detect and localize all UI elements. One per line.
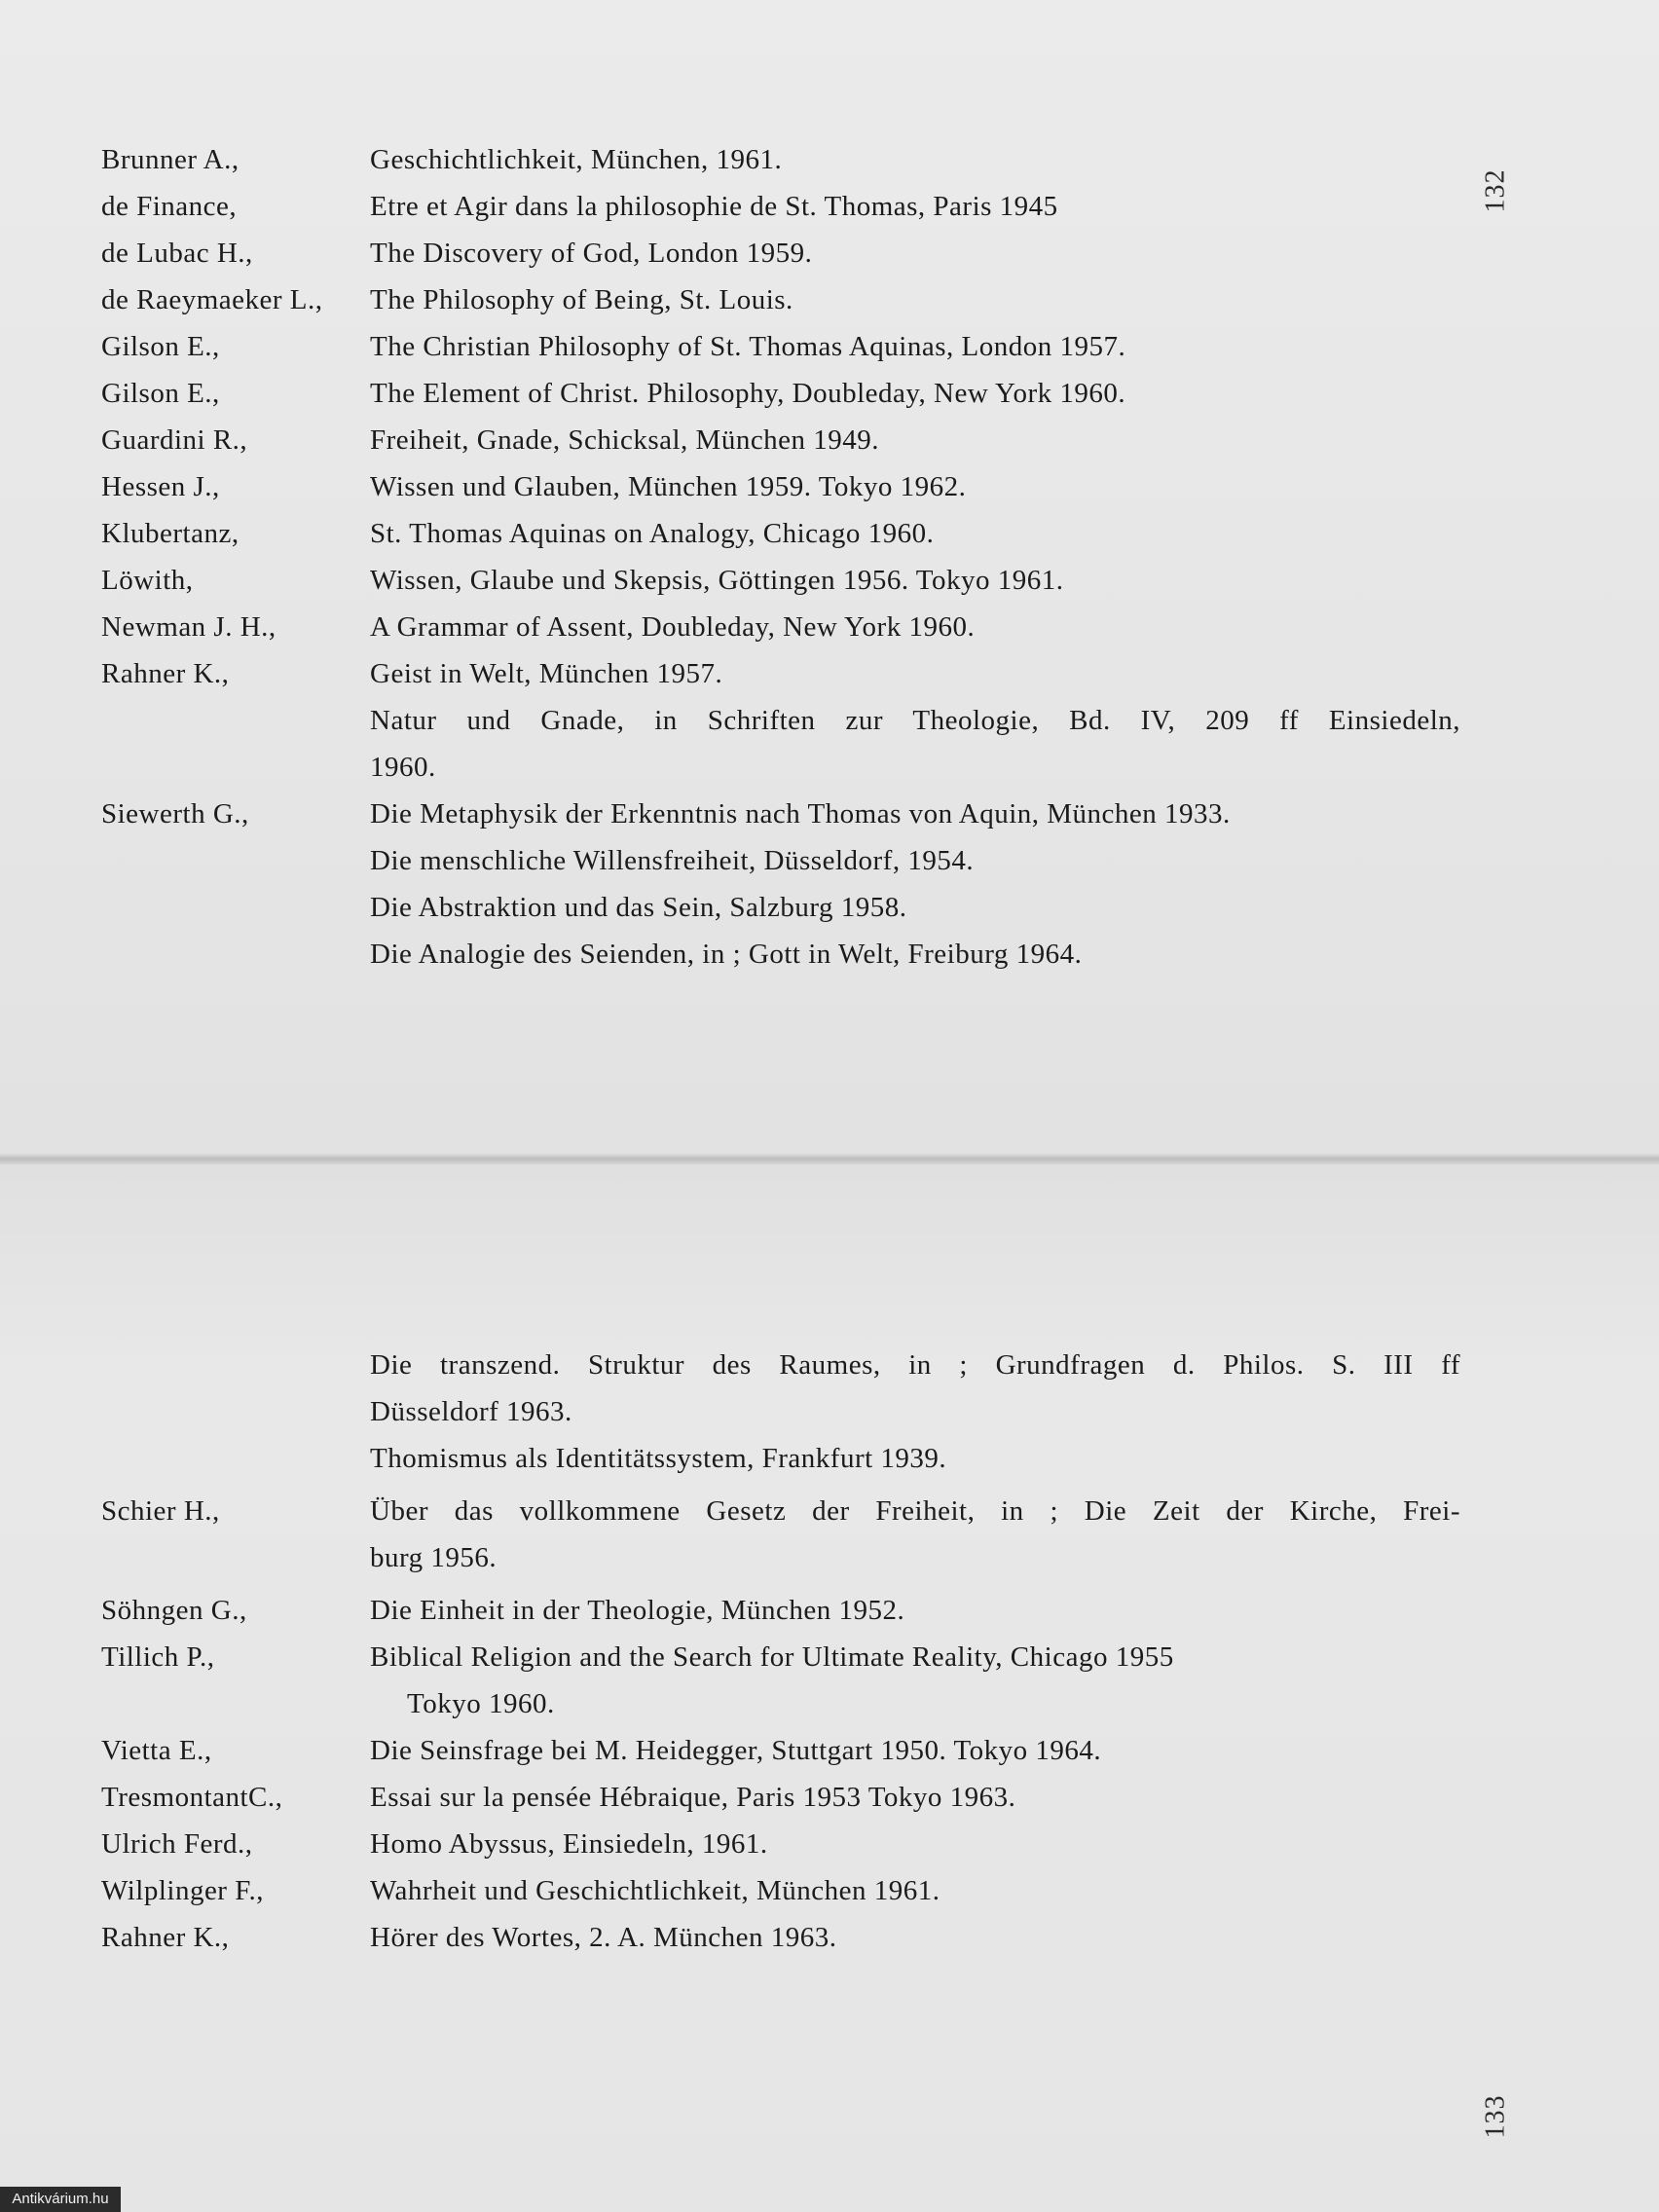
entry-work: Thomismus als Identitätssystem, Frankfurt 1939. xyxy=(370,1443,947,1474)
entry-author: de Raeymaeker L., xyxy=(101,284,323,315)
bibliography-entry xyxy=(101,1774,1460,1821)
entry-work: The Discovery of God, London 1959. xyxy=(370,238,813,269)
bibliography-entry xyxy=(101,1914,1460,1961)
entry-author: Siewerth G., xyxy=(101,798,249,830)
entry-work: Die Analogie des Seienden, in ; Gott in Welt, Freiburg 1964. xyxy=(370,939,1083,970)
entry-author: Löwith, xyxy=(101,565,194,596)
bibliography-entry xyxy=(101,136,1460,183)
entry-author: Brunner A., xyxy=(101,144,240,175)
entry-author: Guardini R., xyxy=(101,424,248,456)
entry-work: Die Abstraktion und das Sein, Salzburg 1958. xyxy=(370,892,907,923)
entry-work-continuation: Tokyo 1960. xyxy=(407,1688,555,1719)
entry-author: Ulrich Ferd., xyxy=(101,1828,253,1860)
bibliography-entry xyxy=(101,557,1460,604)
page-number-132: 132 xyxy=(1480,168,1511,213)
entry-work-continuation: burg 1956. xyxy=(370,1542,498,1573)
entry-work: Die menschliche Willensfreiheit, Düsseldorf, 1954. xyxy=(370,845,975,876)
page-number-133: 133 xyxy=(1480,2094,1511,2139)
entry-work: Die Seinsfrage bei M. Heidegger, Stuttgart 1950. Tokyo 1964. xyxy=(370,1735,1102,1766)
bibliography-entry xyxy=(101,417,1460,463)
bibliography-entry xyxy=(101,1634,1460,1727)
bibliography-entry xyxy=(101,1867,1460,1914)
entry-author: Rahner K., xyxy=(101,1922,230,1953)
entry-work: Geschichtlichkeit, München, 1961. xyxy=(370,144,783,175)
bibliography-entry xyxy=(101,650,1460,791)
entry-author: TresmontantC., xyxy=(101,1782,283,1813)
bibliography-entry xyxy=(101,604,1460,650)
entry-work: Essai sur la pensée Hébraique, Paris 1953 Tokyo 1963. xyxy=(370,1782,1016,1813)
entry-work: The Christian Philosophy of St. Thomas Aquinas, London 1957. xyxy=(370,331,1126,362)
bibliography-entry xyxy=(101,1488,1460,1581)
entry-author: de Finance, xyxy=(101,191,238,222)
entry-author: Rahner K., xyxy=(101,658,230,689)
bibliography-entry xyxy=(101,463,1460,510)
bibliography-entry xyxy=(101,1821,1460,1867)
entry-work: The Philosophy of Being, St. Louis. xyxy=(370,284,793,315)
entry-work: Über das vollkommene Gesetz der Freiheit, in ; Die Zeit der Kirche, Frei- xyxy=(370,1495,1460,1527)
entry-author: Gilson E., xyxy=(101,331,220,362)
entry-work: Biblical Religion and the Search for Ultimate Reality, Chicago 1955 xyxy=(370,1641,1174,1673)
entry-work: The Element of Christ. Philosophy, Doubleday, New York 1960. xyxy=(370,378,1126,409)
bibliography-list-top xyxy=(101,136,1460,977)
entry-work: Wissen und Glauben, München 1959. Tokyo 1962. xyxy=(370,471,967,502)
entry-author: Söhngen G., xyxy=(101,1595,247,1626)
entry-work: St. Thomas Aquinas on Analogy, Chicago 1960. xyxy=(370,518,935,549)
entry-work: Wahrheit und Geschichtlichkeit, München 1961. xyxy=(370,1875,940,1906)
entry-author: Schier H., xyxy=(101,1495,220,1527)
entry-work: A Grammar of Assent, Doubleday, New York 1960. xyxy=(370,611,976,643)
watermark-label: Antikvárium.hu xyxy=(0,2187,121,2212)
bibliography-entry xyxy=(101,276,1460,323)
bibliography-entry xyxy=(101,323,1460,370)
entry-author: Klubertanz, xyxy=(101,518,240,549)
bibliography-list-bottom xyxy=(101,1342,1460,1961)
bibliography-entry xyxy=(101,1342,1460,1482)
entry-work: Geist in Welt, München 1957. xyxy=(370,658,723,689)
entry-work-continuation: 1960. xyxy=(370,752,436,783)
bibliography-entry xyxy=(101,370,1460,417)
entry-work: Hörer des Wortes, 2. A. München 1963. xyxy=(370,1922,837,1953)
entry-work: Etre et Agir dans la philosophie de St. Thomas, Paris 1945 xyxy=(370,191,1058,222)
entry-author: Tillich P., xyxy=(101,1641,215,1673)
entry-work: Die Metaphysik der Erkenntnis nach Thomas von Aquin, München 1933. xyxy=(370,798,1231,830)
entry-author: de Lubac H., xyxy=(101,238,253,269)
entry-author: Vietta E., xyxy=(101,1735,212,1766)
bibliography-entry xyxy=(101,1587,1460,1634)
entry-work: Die Einheit in der Theologie, München 1952. xyxy=(370,1595,905,1626)
bibliography-entry xyxy=(101,230,1460,276)
entry-author: Gilson E., xyxy=(101,378,220,409)
entry-author: Newman J. H., xyxy=(101,611,276,643)
entry-work: Die transzend. Struktur des Raumes, in ; Grundfragen d. Philos. S. III ff xyxy=(370,1349,1460,1381)
bibliography-entry xyxy=(101,183,1460,230)
entry-work: Wissen, Glaube und Skepsis, Göttingen 1956. Tokyo 1961. xyxy=(370,565,1064,596)
bibliography-entry xyxy=(101,791,1460,977)
entry-work: Homo Abyssus, Einsiedeln, 1961. xyxy=(370,1828,768,1860)
entry-work: Natur und Gnade, in Schriften zur Theologie, Bd. IV, 209 ff Einsiedeln, xyxy=(370,705,1460,736)
entry-work: Freiheit, Gnade, Schicksal, München 1949. xyxy=(370,424,880,456)
bibliography-entry xyxy=(101,510,1460,557)
entry-author: Wilplinger F., xyxy=(101,1875,265,1906)
entry-author: Hessen J., xyxy=(101,471,220,502)
entry-work-continuation: Düsseldorf 1963. xyxy=(370,1396,572,1427)
bibliography-entry xyxy=(101,1727,1460,1774)
